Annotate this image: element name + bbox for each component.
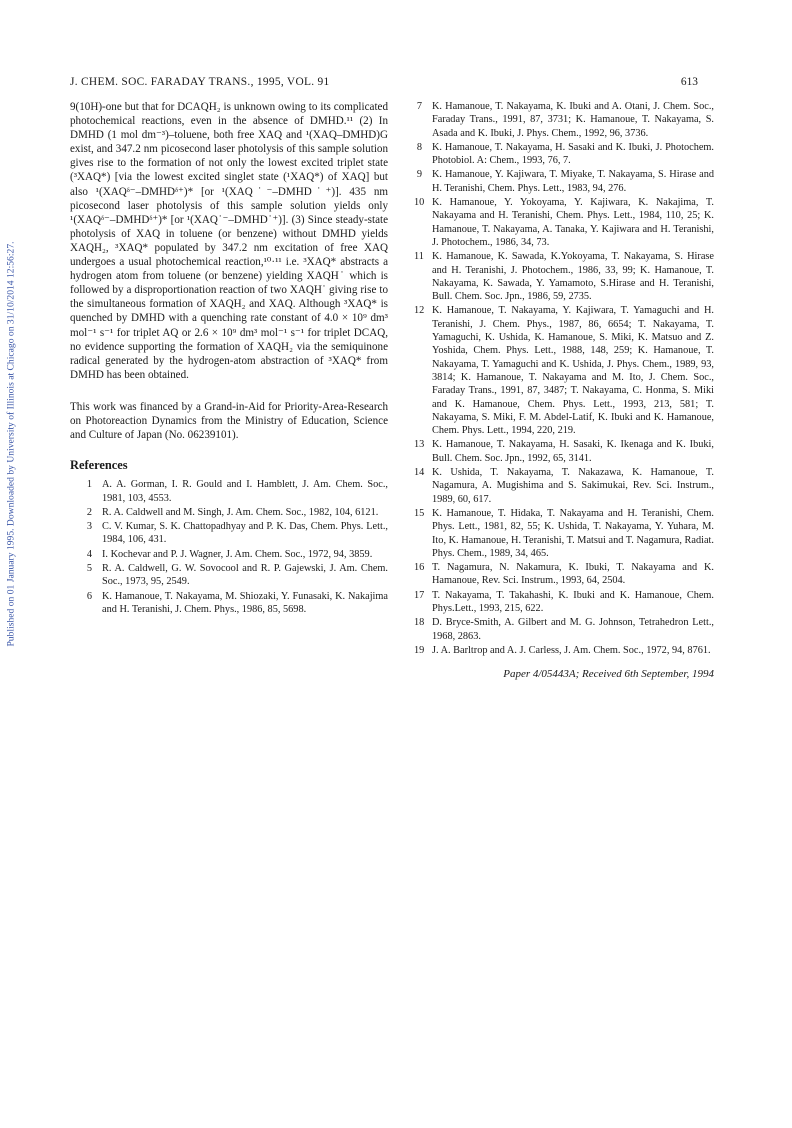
references-heading: References bbox=[70, 458, 128, 473]
reference-text: R. A. Caldwell, G. W. Sovocool and R. P. Gajewski, J. Am. Chem. Soc., 1973, 95, 2549. bbox=[102, 563, 388, 588]
reference-text: K. Hamanoue, Y. Kajiwara, T. Miyake, T. Nakayama, S. Hirase and H. Teranishi, Chem. Phys. Lett., 1983, 94, 276. bbox=[432, 169, 714, 194]
reference-text: D. Bryce-Smith, A. Gilbert and M. G. Johnson, Tetrahedron Lett., 1968, 2863. bbox=[432, 617, 714, 642]
reference-item bbox=[414, 304, 714, 437]
right-column bbox=[414, 100, 714, 681]
body-paragraph: 9(10H)-one but that for DCAQH₂ is unknown owing to its complicated photochemical reactions, even in the absence of DMHD.¹¹ (2) In DMHD (1 mol dm⁻³)–toluene, both free XAQ and ¹(XAQ–DMHD)G exist, and 347.2 nm picosecond laser photolysis of this sample solution gives rise to the formation of not only the lowest excited triplet state (³XAQ*) [via the lowest excited singlet state (¹XAQ*) of XAQ] but also ¹(XAQᵟ⁻–DMHDᵟ⁺)* [or ¹(XAQ˙⁻–DMHD˙⁺)]. 435 nm picosecond laser photolysis of this sample solution yields only ¹(XAQᵟ⁻–DMHDᵟ⁺)* [or ¹(XAQ˙⁻–DMHD˙⁺)]. (3) Since steady-state photolysis of XAQ in toluene (or benzene) without DMHD yields XAQH₂, ³XAQ* populated by 347.2 nm excitation of free XAQ undergoes a usual photochemical reaction,¹⁰·¹¹ i.e. ³XAQ* abstracts a hydrogen atom from toluene (or benzene) yielding XAQH˙ which is followed by a disproportionation reaction of two XAQH˙ giving rise to the simultaneous formation of XAQH₂ and XAQ. Although ³XAQ* is quenched by DMHD with a quenching rate constant of 4.0 × 10⁹ dm³ mol⁻¹ s⁻¹ for triplet AQ or 2.6 × 10⁹ dm³ mol⁻¹ s⁻¹ for triplet DCAQ, no evidence supporting the formation of XAQH₂ via the semiquinone radical generated by the hydrogen-atom abstraction of ³XAQ* from DMHD has been obtained. bbox=[70, 101, 388, 381]
reference-text: C. V. Kumar, S. K. Chattopadhyay and P. K. Das, Chem. Phys. Lett., 1984, 106, 431. bbox=[102, 521, 388, 546]
reference-item bbox=[414, 100, 714, 140]
reference-number: 7 bbox=[416, 101, 422, 112]
reference-number: 16 bbox=[414, 562, 425, 574]
reference-item bbox=[414, 466, 714, 506]
reference-item bbox=[70, 548, 388, 561]
journal-citation: J. CHEM. SOC. FARADAY TRANS., 1995, VOL. 91 bbox=[70, 76, 330, 88]
reference-item bbox=[414, 250, 714, 303]
left-column bbox=[70, 100, 388, 617]
reference-text: T. Nagamura, N. Nakamura, K. Ibuki, T. Nakayama and K. Hamanoue, Rev. Sci. Instrum., 1993, 64, 2504. bbox=[432, 562, 714, 587]
reference-number: 5 bbox=[86, 563, 92, 575]
reference-text: K. Hamanoue, T. Nakayama, Y. Kajiwara, T. Yamaguchi and H. Teranishi, J. Chem. Phys., 1987, 86, 6654; T. Nakayama, T. Yamaguchi, K. Ushida, K. Hamanoue, S. Miki, K. Matsuo and Z. Yoshida, Chem. Phys. Lett., 1988, 148, 259; K. Hamanoue, T. Nakayama, T. Yamaguchi and K. Ushida, J. Phys. Chem., 1989, 93, 3814; K. Hamanoue, T. Nakayama and M. Ito, J. Chem. Soc., Faraday Trans., 1991, 87, 3487; T. Nakayama, C. Honma, S. Miki and K. Hamanoue, Chem. Phys. Lett., 1993, 213, 581; T. Nakayama, S. Miki, F. M. Abdel-Latif, K. Ibuki and K. Hamanoue, Chem. Phys. Lett., 1994, 220, 219. bbox=[432, 305, 714, 437]
reference-number: 3 bbox=[86, 521, 92, 533]
reference-number: 14 bbox=[414, 467, 425, 479]
reference-number: 1 bbox=[86, 479, 92, 491]
reference-item bbox=[414, 141, 714, 168]
reference-item bbox=[70, 506, 388, 519]
references-list-left bbox=[70, 478, 388, 616]
reference-item bbox=[414, 644, 714, 657]
paper-info: Paper 4/05443A; Received 6th September, 1994 bbox=[503, 668, 714, 681]
reference-item bbox=[414, 561, 714, 588]
side-download-text: Published on 01 January 1995. Downloaded by University of Illinois at Chicago on 31/10/2014 12:56:27. bbox=[5, 241, 17, 647]
reference-text: T. Nakayama, T. Takahashi, K. Ibuki and K. Hamanoue, Chem. Phys.Lett., 1993, 215, 622. bbox=[432, 589, 714, 614]
reference-number: 11 bbox=[414, 251, 424, 263]
reference-item bbox=[414, 168, 714, 195]
side-download-note bbox=[0, 214, 22, 674]
reference-text: K. Ushida, T. Nakayama, T. Nakazawa, K. Hamanoue, T. Nagamura, A. Mugishima and S. Sakimukai, Rev. Sci. Instrum., 1989, 60, 617. bbox=[432, 467, 714, 505]
page-number: 613 bbox=[680, 76, 698, 88]
reference-text: J. A. Barltrop and A. J. Carless, J. Am. Chem. Soc., 1972, 94, 8761. bbox=[432, 644, 711, 656]
running-header bbox=[70, 76, 698, 92]
reference-item bbox=[414, 616, 714, 643]
references-list-right bbox=[414, 100, 714, 657]
reference-text: K. Hamanoue, T. Nakayama, H. Sasaki, K. Ikenaga and K. Ibuki, Bull. Chem. Soc. Jpn., 1992, 65, 3141. bbox=[432, 439, 714, 464]
reference-item bbox=[70, 478, 388, 505]
reference-text: K. Hamanoue, Y. Yokoyama, Y. Kajiwara, K. Nakajima, T. Nakayama and H. Teranishi, Chem. Phys. Lett., 1984, 110, 25; K. Hamanoue, T. Nakayama, A. Tanaka, Y. Kajiwara and H. Teranishi, J. Photochem., 1986, 34, 73. bbox=[432, 197, 714, 248]
reference-item bbox=[70, 520, 388, 547]
reference-number: 12 bbox=[414, 305, 425, 317]
reference-text: K. Hamanoue, T. Nakayama, M. Shiozaki, Y. Funasaki, K. Nakajima and H. Teranishi, J. Chem. Phys., 1986, 85, 5698. bbox=[102, 590, 388, 615]
reference-text: K. Hamanoue, K. Sawada, K.Yokoyama, T. Nakayama, S. Hirase and H. Teranishi, J. Photochem., 1986, 33, 99; K. Hamanoue, T. Nakayama, K. Sawada, Y. Yamamoto, S.Hirase and H. Teranishi, Bull. Chem. Soc. Jpn., 1986, 59, 2735. bbox=[432, 251, 714, 303]
reference-number: 15 bbox=[414, 507, 425, 519]
reference-number: 19 bbox=[414, 644, 425, 656]
reference-item bbox=[414, 196, 714, 249]
reference-number: 18 bbox=[414, 617, 425, 629]
reference-text: R. A. Caldwell and M. Singh, J. Am. Chem. Soc., 1982, 104, 6121. bbox=[102, 506, 379, 518]
reference-item bbox=[414, 438, 714, 465]
reference-number: 10 bbox=[414, 197, 425, 209]
reference-item bbox=[414, 507, 714, 560]
reference-item bbox=[414, 589, 714, 616]
reference-text: A. A. Gorman, I. R. Gould and I. Hamblett, J. Am. Chem. Soc., 1981, 103, 4553. bbox=[102, 479, 388, 504]
acknowledgement: This work was financed by a Grand-in-Aid for Priority-Area-Research on Photoreaction Dynamics from the Ministry of Education, Science and Culture of Japan (No. 06239101). bbox=[70, 400, 388, 442]
reference-number: 13 bbox=[414, 439, 425, 451]
reference-number: 17 bbox=[414, 589, 425, 601]
reference-item bbox=[70, 590, 388, 617]
reference-item bbox=[70, 562, 388, 589]
reference-text: K. Hamanoue, T. Hidaka, T. Nakayama and H. Teranishi, Chem. Phys. Lett., 1981, 82, 55; K. Ushida, T. Nakayama, Y. Yuhara, M. Ito, K. Hamanoue, H. Teranishi, T. Matsui and T. Nagamura, Radiat. Phys. Chem., 1989, 34, 465. bbox=[432, 507, 714, 559]
reference-text: K. Hamanoue, T. Nakayama, K. Ibuki and A. Otani, J. Chem. Soc., Faraday Trans., 1991, 87, 3731; K. Hamanoue, T. Nakayama, S. Asada and K. Ibuki, J. Phys. Chem., 1992, 96, 3736. bbox=[432, 101, 714, 139]
reference-number: 6 bbox=[86, 590, 92, 602]
reference-text: I. Kochevar and P. J. Wagner, J. Am. Chem. Soc., 1972, 94, 3859. bbox=[102, 548, 373, 560]
reference-number: 9 bbox=[416, 169, 422, 181]
reference-number: 2 bbox=[86, 506, 92, 518]
reference-text: K. Hamanoue, T. Nakayama, H. Sasaki and K. Ibuki, J. Photochem. Photobiol. A: Chem., 1993, 76, 7. bbox=[432, 141, 714, 167]
reference-number: 8 bbox=[416, 141, 422, 153]
reference-number: 4 bbox=[86, 548, 92, 560]
